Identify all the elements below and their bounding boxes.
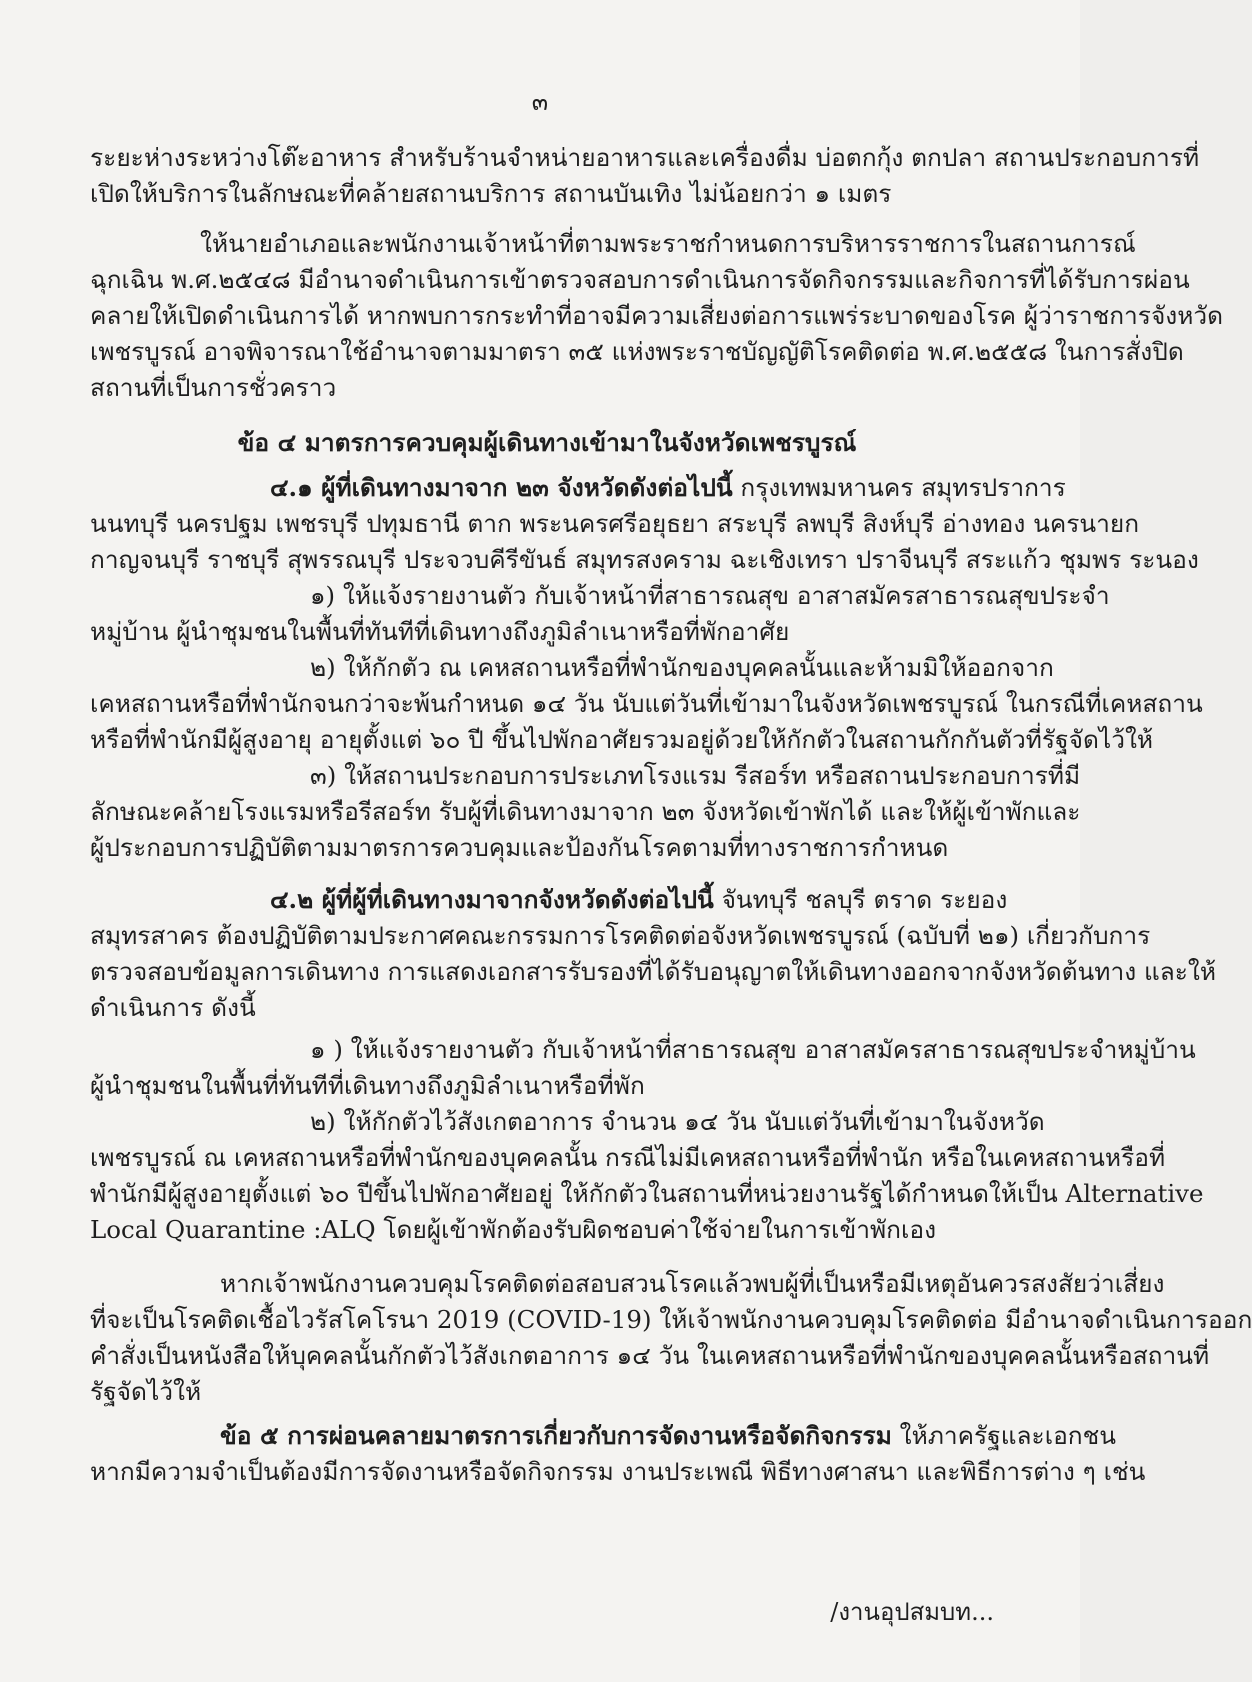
text-line: ผู้ประกอบการปฏิบัติตามมาตรการควบคุมและป้องกันโรคตามที่ทางราชการกำหนด xyxy=(90,833,949,862)
text-line: ๑ ) ให้แจ้งรายงานตัว กับเจ้าหน้าที่สาธารณสุข อาสาสมัครสาธารณสุขประจำหมู่บ้าน xyxy=(310,1035,1196,1064)
text-line: เพชรบูรณ์ อาจพิจารณาใช้อำนาจตามมาตรา ๓๕ แห่งพระราชบัญญัติโรคติดต่อ พ.ศ.๒๕๕๘ ในการสั่งปิด xyxy=(90,337,1184,366)
text-line: หากมีความจำเป็นต้องมีการจัดงานหรือจัดกิจกรรม งานประเพณี พิธีทางศาสนา และพิธีการต่าง ๆ เช่น xyxy=(90,1457,1146,1486)
text-line: เปิดให้บริการในลักษณะที่คล้ายสถานบริการ สถานบันเทิง ไม่น้อยกว่า ๑ เมตร xyxy=(90,179,892,208)
text-line: เคหสถานหรือที่พำนักจนกว่าจะพ้นกำหนด ๑๔ วัน นับแต่วันที่เข้ามาในจังหวัดเพชรบูรณ์ ในกรณีที่เคหสถาน xyxy=(90,689,1203,718)
continuation-footer: /งานอุปสมบท... xyxy=(830,1598,994,1626)
text-line: ๑) ให้แจ้งรายงานตัว กับเจ้าหน้าที่สาธารณสุข อาสาสมัครสาธารณสุขประจำ xyxy=(310,581,1110,610)
text-line: หรือที่พำนักมีผู้สูงอายุ อายุตั้งแต่ ๖๐ ปี ขึ้นไปพักอาศัยรวมอยู่ด้วยให้กักตัวในสถานกักกันตัวที่รัฐจัดไว้ให้ xyxy=(90,725,1154,754)
text-span: จันทบุรี ชลบุรี ตราด ระยอง xyxy=(713,885,1008,914)
text-line: ลักษณะคล้ายโรงแรมหรือรีสอร์ท รับผู้ที่เดินทางมาจาก ๒๓ จังหวัดเข้าพักได้ และให้ผู้เข้าพักและ xyxy=(90,797,1081,826)
text-line: ตรวจสอบข้อมูลการเดินทาง การแสดงเอกสารรับรองที่ได้รับอนุญาตให้เดินทางออกจากจังหวัดต้นทาง และให้ xyxy=(90,957,1217,986)
text-line: ดำเนินการ ดังนี้ xyxy=(90,993,256,1022)
text-line: พำนักมีผู้สูงอายุตั้งแต่ ๖๐ ปีขึ้นไปพักอาศัยอยู่ ให้กักตัวในสถานที่หน่วยงานรัฐได้กำหนดให้เป็น Alternative xyxy=(90,1179,1204,1208)
section-heading: ข้อ ๕ การผ่อนคลายมาตรการเกี่ยวกับการจัดงานหรือจัดกิจกรรม xyxy=(220,1421,892,1450)
text-line: เพชรบูรณ์ ณ เคหสถานหรือที่พำนักของบุคคลนั้น กรณีไม่มีเคหสถานหรือที่พำนัก หรือในเคหสถานหรือที่ xyxy=(90,1143,1166,1172)
text-line: คำสั่งเป็นหนังสือให้บุคคลนั้นกักตัวไว้สังเกตอาการ ๑๔ วัน ในเคหสถานหรือที่พำนักของบุคคลนั้นหรือสถานที่ xyxy=(90,1341,1210,1370)
text-line: ให้นายอำเภอและพนักงานเจ้าหน้าที่ตามพระราชกำหนดการบริหารราชการในสถานการณ์ xyxy=(200,229,1136,258)
text-line: สถานที่เป็นการชั่วคราว xyxy=(90,373,337,402)
text-line: นนทบุรี นครปฐม เพชรบุรี ปทุมธานี ตาก พระนครศรีอยุธยา สระบุรี ลพบุรี สิงห์บุรี อ่างทอง นครนายก xyxy=(90,509,1140,538)
subsection-heading: ๔.๑ ผู้ที่เดินทางมาจาก ๒๓ จังหวัดดังต่อไปนี้ xyxy=(270,473,733,502)
text-line xyxy=(220,1418,1116,1454)
page-number: ๓ xyxy=(531,88,549,116)
text-line: Local Quarantine :ALQ โดยผู้เข้าพักต้องรับผิดชอบค่าใช้จ่ายในการเข้าพักเอง xyxy=(90,1215,937,1244)
text-line xyxy=(270,470,1066,506)
text-line: ๓) ให้สถานประกอบการประเภทโรงแรม รีสอร์ท หรือสถานประกอบการที่มี xyxy=(310,761,1081,790)
text-line: คลายให้เปิดดำเนินการได้ หากพบการกระทำที่อาจมีความเสี่ยงต่อการแพร่ระบาดของโรค ผู้ว่าราชการจังหวัด xyxy=(90,301,1224,330)
text-line: ๒) ให้กักตัวไว้สังเกตอาการ จำนวน ๑๔ วัน นับแต่วันที่เข้ามาในจังหวัด xyxy=(310,1107,1045,1136)
text-line: สมุทรสาคร ต้องปฏิบัติตามประกาศคณะกรรมการโรคติดต่อจังหวัดเพชรบูรณ์ (ฉบับที่ ๒๑) เกี่ยวกับการ xyxy=(90,921,1151,950)
text-line: ที่จะเป็นโรคติดเชื้อไวรัสโคโรนา 2019 (COVID-19) ให้เจ้าพนักงานควบคุมโรคติดต่อ มีอำนาจดำเนินการออก xyxy=(90,1305,1252,1334)
text-span: กรุงเทพมหานคร สมุทรปราการ xyxy=(732,473,1066,502)
text-line: ระยะห่างระหว่างโต๊ะอาหาร สำหรับร้านจำหน่ายอาหารและเครื่องดื่ม บ่อตกกุ้ง ตกปลา สถานประกอบการที่ xyxy=(90,143,1200,172)
text-line: ๒) ให้กักตัว ณ เคหสถานหรือที่พำนักของบุคคลนั้นและห้ามมิให้ออกจาก xyxy=(310,653,1054,682)
text-span: ให้ภาครัฐและเอกชน xyxy=(891,1421,1116,1450)
text-line: รัฐจัดไว้ให้ xyxy=(90,1377,202,1406)
text-line: กาญจนบุรี ราชบุรี สุพรรณบุรี ประจวบคีรีขันธ์ สมุทรสงคราม ฉะเชิงเทรา ปราจีนบุรี สระแก้ว ชุมพร ระนอง xyxy=(90,545,1199,574)
text-line: ผู้นำชุมชนในพื้นที่ทันทีที่เดินทางถึงภูมิลำเนาหรือที่พัก xyxy=(90,1071,645,1100)
text-line: หากเจ้าพนักงานควบคุมโรคติดต่อสอบสวนโรคแล้วพบผู้ที่เป็นหรือมีเหตุอันควรสงสัยว่าเสี่ยง xyxy=(220,1269,1165,1298)
text-line: ฉุกเฉิน พ.ศ.๒๕๔๘ มีอำนาจดำเนินการเข้าตรวจสอบการดำเนินการจัดกิจกรรมและกิจการที่ได้รับการผ่อน xyxy=(90,265,1190,294)
text-line: หมู่บ้าน ผู้นำชุมชนในพื้นที่ทันทีที่เดินทางถึงภูมิลำเนาหรือที่พักอาศัย xyxy=(90,617,790,646)
section-heading: ข้อ ๔ มาตรการควบคุมผู้เดินทางเข้ามาในจังหวัดเพชรบูรณ์ xyxy=(237,428,857,457)
text-line xyxy=(270,882,1008,918)
subsection-heading: ๔.๒ ผู้ที่ผู้ที่เดินทางมาจากจังหวัดดังต่อไปนี้ xyxy=(270,885,714,914)
